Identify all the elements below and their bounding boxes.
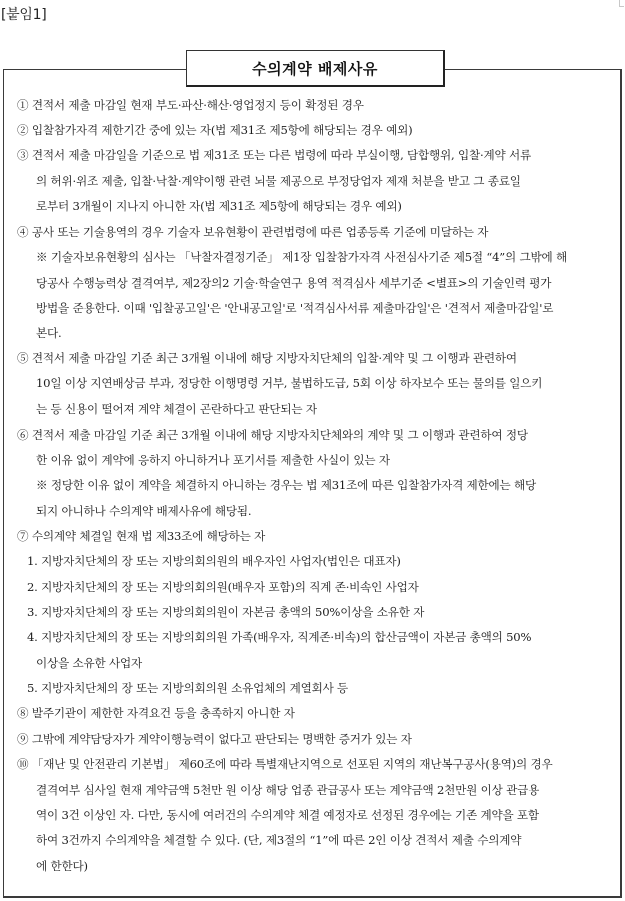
document-line: 결격여부 심사일 현재 계약금액 5천만 원 이상 해당 업종 관급공사 또는 계약금액 2천만원 이상 관급용 <box>36 783 540 797</box>
document-line: 의 허위·위조 제출, 입찰·낙찰·계약이행 관련 뇌물 제공으로 부정당업자 제재 처분을 받고 그 종료일 <box>36 174 521 188</box>
document-line: 하여 3건까지 수의계약을 체결할 수 있다. (단, 제3절의 “1”에 따른 2인 이상 견적서 제출 수의계약 <box>36 833 522 847</box>
document-line: 1. 지방자치단체의 장 또는 지방의회의원의 배우자인 사업자(법인은 대표자) <box>27 554 401 568</box>
document-line: 역이 3건 이상인 자. 다만, 동시에 여러건의 수의계약 체결 예정자로 선정된 경우에는 기존 계약을 포함 <box>36 808 539 822</box>
document-line: 2. 지방자치단체의 장 또는 지방의회의원(배우자 포함)의 직계 존·비속인 사업자 <box>27 580 419 594</box>
document-line: ④ 공사 또는 기술용역의 경우 기술자 보유현황이 관련법령에 따른 업종등록 기준에 미달하는 자 <box>17 225 489 239</box>
document-title: 수의계약 배제사유 <box>252 59 378 78</box>
document-line: ⑧ 발주기관이 제한한 자격요건 등을 충족하지 아니한 자 <box>17 706 295 720</box>
document-line: ※ 기술자보유현황의 심사는 「낙찰자결정기준」 제1장 입찰참가자격 사전심사기준 제5절 “4”의 그밖에 해 <box>36 250 568 264</box>
document-line: 이상을 소유한 사업자 <box>36 656 142 670</box>
title-box <box>186 50 445 87</box>
document-line: 당공사 수행능력상 결격여부, 제2장의2 기술·학술연구 용역 적격심사 세부기준 <별표>의 기술인력 평가 <box>36 276 552 290</box>
document-line: ⑩ 「재난 및 안전관리 기본법」 제60조에 따라 특별재난지역으로 선포된 지역의 재난복구공사(용역)의 경우 <box>17 757 553 771</box>
page-corner-mark <box>619 0 624 7</box>
document-line: ① 견적서 제출 마감일 현재 부도·파산·해산·영업정지 등이 확정된 경우 <box>17 98 364 112</box>
document-line: ⑦ 수의계약 체결일 현재 법 제33조에 해당하는 자 <box>17 529 266 543</box>
document-line: 는 등 신용이 떨어져 계약 체결이 곤란하다고 판단되는 자 <box>36 402 317 416</box>
document-line: 에 한한다) <box>36 859 88 873</box>
document-line: 본다. <box>36 326 62 340</box>
document-line: 10일 이상 지연배상금 부과, 정당한 이행명령 거부, 불법하도급, 5회 이상 하자보수 또는 물의를 일으키 <box>36 376 543 390</box>
document-line: 되지 아니하나 수의계약 배제사유에 해당됨. <box>36 504 252 518</box>
document-line: ※ 정당한 이유 없이 계약을 체결하지 아니하는 경우는 법 제31조에 따른 입찰참가자격 제한에는 해당 <box>36 478 537 492</box>
document-line: 4. 지방자치단체의 장 또는 지방의회의원 가족(배우자, 직계존·비속)의 합산금액이 자본금 총액의 50% <box>27 630 532 644</box>
document-line: 한 이유 없이 계약에 응하지 아니하거나 포기서를 제출한 사실이 있는 자 <box>36 453 390 467</box>
document-line: ⑤ 견적서 제출 마감일 기준 최근 3개월 이내에 해당 지방자치단체의 입찰·계약 및 그 이행과 관련하여 <box>17 351 517 365</box>
document-line: 5. 지방자치단체의 장 또는 지방의회의원 소유업체의 계열회사 등 <box>27 681 349 695</box>
document-line: ③ 견적서 제출 마감일을 기준으로 법 제31조 또는 다른 법령에 따라 부실이행, 담합행위, 입찰·계약 서류 <box>17 148 531 162</box>
attachment-label: [붙임1] <box>1 7 47 23</box>
document-line: ② 입찰참가자격 제한기간 중에 있는 자(법 제31조 제5항에 해당되는 경우 예외) <box>17 123 413 137</box>
document-line: 3. 지방자치단체의 장 또는 지방의회의원이 자본금 총액의 50%이상을 소유한 자 <box>27 605 425 619</box>
document-line: ⑥ 견적서 제출 마감일 기준 최근 3개월 이내에 해당 지방자치단체와의 계약 및 그 이행과 관련하여 정당 <box>17 428 528 442</box>
document-line: 로부터 3개월이 지나지 아니한 자(법 제31조 제5항에 해당되는 경우 예외) <box>36 199 402 213</box>
document-line: ⑨ 그밖에 계약담당자가 계약이행능력이 없다고 판단되는 명백한 증거가 있는 자 <box>17 732 412 746</box>
document-line: 방법을 준용한다. 이때 '입찰공고일'은 '안내공고일'로 '적격심사서류 제출마감일'은 '견적서 제출마감일'로 <box>36 301 554 315</box>
